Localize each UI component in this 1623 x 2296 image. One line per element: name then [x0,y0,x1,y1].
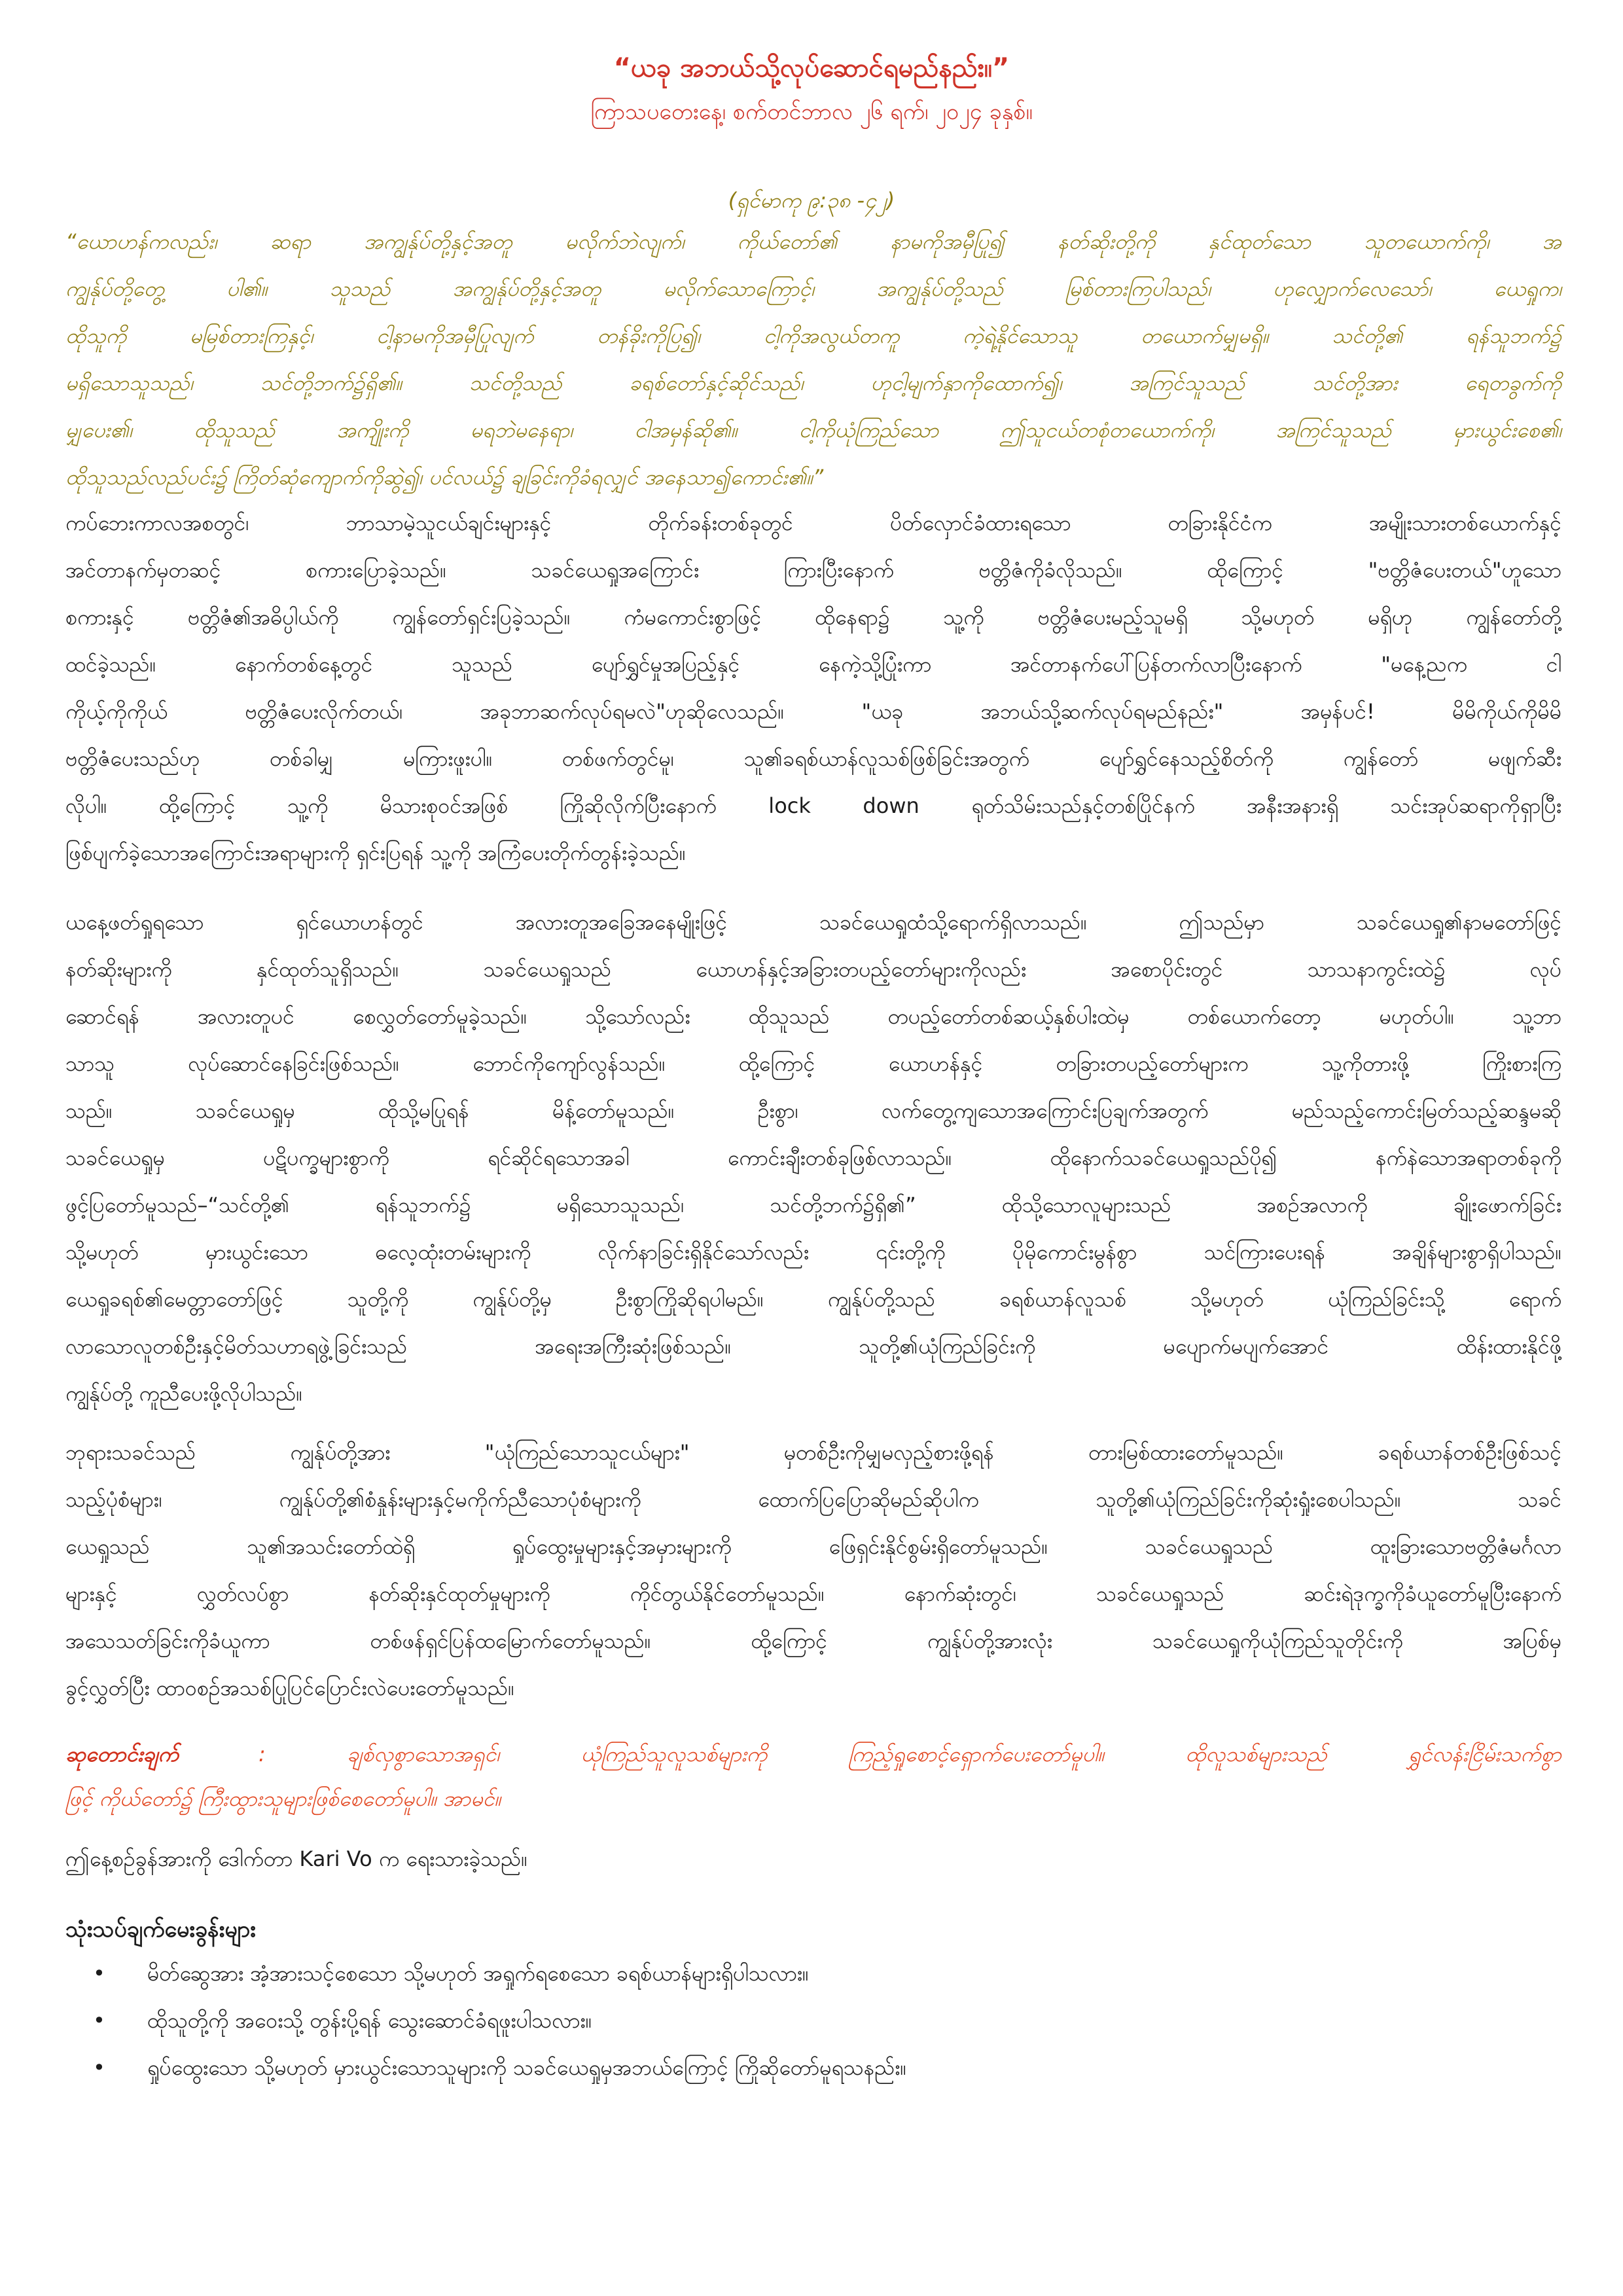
question-item: • ရှုပ်ထွေးသော သို့မဟုတ် မှားယွင်းသောသူများကို သခင်ယေရှုမှအဘယ်ကြောင့် ကြိုဆိုတော်မူရသနည်း။ [65,2044,1561,2091]
paragraph-line: အင်တာနက်မှတဆင့် စကားပြောခဲ့သည်။ သခင်ယေရှုအကြောင်း ကြားပြီးနောက် ဗတ္တိဇံကိုခံလိုသည်။ ထိုကြောင့် "ဗတ္တိဇံပေးတယ်"ဟူသော [65,558,1561,583]
scripture-quote [65,218,1561,501]
author-line: ဤနေ့စဉ်ခွန်အားကို ဒေါက်တာ Kari Vo က ရေးသားခဲ့သည်။ [65,1846,527,1871]
page-date: ကြာသပတေးနေ့၊ စက်တင်ဘာလ ၂၆ ရက်၊ ၂၀၂၄ ခုနှစ်။ [590,99,1033,125]
paragraph-line: လာသောလူတစ်ဦးနှင့်မိတ်သဟာရဖွဲ့ခြင်းသည် အရေးအကြီးဆုံးဖြစ်သည်။ သူတို့၏ယုံကြည်ခြင်းကို မပျောက်မပျက်အောင် ထိန်းထားနိုင်ဖို့ [65,1334,1561,1359]
paragraph-line: ခွင့်လွှတ်ပြီး ထာဝစဉ်အသစ်ပြုပြင်ပြောင်းလဲပေးတော်မူသည်။ [65,1676,514,1700]
paragraph-line: ထင်ခဲ့သည်။ နောက်တစ်နေ့တွင် သူသည် ပျော်ရွှင်မှုအပြည့်နှင့် နေကဲ့သို့ပြုံးကာ အင်တာနက်ပေါ်ပြန်တက်လာပြီးနောက် "မနေ့ညက ငါ [65,652,1561,677]
scripture-reference: (ရှင်မာကု ၉:၃၈ -၄၂) [728,188,895,213]
paragraph-1 [65,499,1561,876]
paragraph-line: သည့်ပုံစံများ၊ ကျွန်ုပ်တို့၏စံနှုန်းများနှင့်မကိုက်ညီသောပုံစံများကို ထောက်ပြပြောဆိုမည်ဆိုပါက သူတို့၏ယုံကြည်ခြင်းကိုဆုံးရှုံးစေပါသည်။ သခင် [65,1487,1561,1512]
paragraph-line: များနှင့် လွှတ်လပ်စွာ နတ်ဆိုးနှင်ထုတ်မှုများကို ကိုင်တွယ်နိုင်တော်မူသည်။ နောက်ဆုံးတွင်၊ သခင်ယေရှုသည် ဆင်းရဲဒုက္ခကိုခံယူတော်မူပြီးနောက် [65,1581,1561,1606]
paragraph-line: ကပ်ဘေးကာလအစတွင်၊ ဘာသာမဲ့သူငယ်ချင်းများနှင့် တိုက်ခန်းတစ်ခုတွင် ပိတ်လှောင်ခံထားရသော တခြားနိုင်ငံက အမျိုးသားတစ်ယောက်နှင့် [65,511,1561,535]
reflection-heading [65,1906,1561,1953]
scripture-line: ထိုသူသည်လည်ပင်း၌ ကြိတ်ဆုံကျောက်ကိုဆွဲ၍၊ ပင်လယ်၌ ချခြင်းကိုခံရလျှင် အနေသာ၍ကောင်း၏။” [65,465,824,490]
scripture-line: ထိုသူကို မမြစ်တားကြနှင့်၊ ငါ့နာမကိုအမှီပြုလျက် တန်ခိုးကိုပြ၍၊ ငါ့ကိုအလွယ်တကူ ကဲ့ရဲ့နိုင်သောသူ တယောက်မျှမရှိ။ သင်တို့၏ ရန်သူဘက်၌ [65,323,1561,348]
prayer-label: ဆုတောင်းချက် [65,1742,179,1767]
paragraph-2 [65,899,1561,1417]
paragraph-line: နတ်ဆိုးများကို နှင်ထုတ်သူရှိသည်။ သခင်ယေရှုသည် ယောဟန်နှင့်အခြားတပည့်တော်များကိုလည်း အစောပိုင်းတွင် သာသနာကွင်းထဲ၌ လုပ် [65,957,1561,982]
question-item: • ထိုသူတို့ကို အဝေးသို့ တွန်းပို့ရန် သွေးဆောင်ခံရဖူးပါသလား။ [65,1997,1561,2044]
question-item: • မိတ်ဆွေအား အံ့အားသင့်စေသော သို့မဟုတ် အရှုက်ရစေသော ခရစ်ယာန်များရှိပါသလား။ [65,1950,1561,1997]
paragraph-line: ဖွင့်ပြတော်မူသည်–“သင်တို့၏ ရန်သူဘက်၌ မရှိသောသူသည်၊ သင်တို့ဘက်၌ရှိ၏” ထိုသို့သောလူများသည် အစဉ်အလာကို ချိုးဖောက်ခြင်း [65,1193,1561,1217]
author-note [65,1835,1561,1882]
paragraph-3 [65,1429,1561,1712]
paragraph-line: သခင်ယေရှုမှ ပဋိပက္ခများစွာကို ရင်ဆိုင်ရသောအခါ ကောင်းချီးတစ်ခုဖြစ်လာသည်။ ထိုနောက်သခင်ယေရှုသည်ပို၍ နက်နဲသောအရာတစ်ခုကို [65,1145,1561,1170]
prayer [65,1732,1561,1821]
paragraph-line: ကိုယ့်ကိုကိုယ် ဗတ္တိဇံပေးလိုက်တယ်၊ အခုဘာဆက်လုပ်ရမလဲ"ဟုဆိုလေသည်။ "ယခု အဘယ်သို့ဆက်လုပ်ရမည်နည်း" အမှန်ပင်! မိမိကိုယ်ကိုမိမိ [65,699,1561,724]
scripture-line: “ယောဟန်ကလည်း၊ ဆရာ အကျွန်ုပ်တို့နှင့်အတူ မလိုက်ဘဲလျက်၊ ကိုယ်တော်၏ နာမကိုအမှီပြု၍ နတ်ဆိုးတို့ကို နှင်ထုတ်သော သူတယောက်ကို၊ အ [65,229,1561,254]
paragraph-line: ဖြစ်ပျက်ခဲ့သောအကြောင်းအရာများကို ရှင်းပြရန် သူ့ကို အကြံပေးတိုက်တွန်းခဲ့သည်။ [65,840,686,865]
prayer-line [65,1732,1561,1776]
paragraph-line: ကျွန်ုပ်တို့ ကူညီပေးဖို့လိုပါသည်။ [65,1381,303,1406]
paragraph-line: အသေသတ်ခြင်းကိုခံယူကာ တစ်ဖန်ရှင်ပြန်ထမြောက်တော်မူသည်။ ထို့ကြောင့် ကျွန်ုပ်တို့အားလုံး သခင်ယေရှုကိုယုံကြည်သူတိုင်းကို အပြစ်မှ [65,1628,1561,1653]
paragraph-line: ယနေ့ဖတ်ရှုရသော ရှင်ယောဟန်တွင် အလားတူအခြေအနေမျိုးဖြင့် သခင်ယေရှုထံသို့ရောက်ရှိလာသည်။ ဤသည်မှာ သခင်ယေရှု၏နာမတော်ဖြင့် [65,910,1561,935]
paragraph-line: လိုပါ။ ထို့ကြောင့် သူ့ကို မိသားစုဝင်အဖြစ် ကြိုဆိုလိုက်ပြီးနောက် lock down ရုတ်သိမ်းသည်နှင့်တစ်ပြိုင်နက် အနီးအနားရှိ သင်းအုပ်ဆရာကိုရှာပြီး [65,793,1561,818]
scripture-line: မရှိသောသူသည်၊ သင်တို့ဘက်၌ရှိ၏။ သင်တို့သည် ခရစ်တော်နှင့်ဆိုင်သည်၊ ဟုငါ့မျက်နှာကိုထောက်၍၊ အကြင်သူသည် သင်တို့အား ရေတခွက်ကို [65,370,1561,395]
reflection-questions [65,1950,1561,2091]
paragraph-line: ဗတ္တိဇံပေးသည်ဟု တစ်ခါမျှ မကြားဖူးပါ။ တစ်ဖက်တွင်မူ၊ သူ၏ခရစ်ယာန်လူသစ်ဖြစ်ခြင်းအတွက် ပျော်ရွှင်နေသည့်စိတ်ကို ကျွန်တော် မဖျက်ဆီး [65,746,1561,771]
reflection-heading-text: သုံးသပ်ချက်မေးခွန်းများ [65,1916,256,1943]
prayer-line: ဖြင့် ကိုယ်တော်၌ ကြီးထွားသူများဖြစ်စေတော်မူပါ။ အာမင်။ [65,1786,501,1811]
paragraph-line: ယေရှုသည် သူ၏အသင်းတော်ထဲရှိ ရှုပ်ထွေးမှုများနှင့်အမှားများကို ဖြေရှင်းနိုင်စွမ်းရှိတော်မူသည်။ သခင်ယေရှုသည် ထူးခြားသောဗတ္တိဇံမင်္ဂလာ [65,1534,1561,1559]
paragraph-line: သည်။ သခင်ယေရှုမှ ထိုသို့မပြုရန် မိန့်တော်မူသည်။ ဦးစွာ၊ လက်တွေ့ကျသောအကြောင်းပြချက်အတွက် မည်သည့်ကောင်းမြတ်သည့်ဆန္ဒမဆို [65,1098,1561,1123]
paragraph-line: ဘုရားသခင်သည် ကျွန်ုပ်တို့အား "ယုံကြည်သောသူငယ်များ" မှတစ်ဦးကိုမျှမလှည့်စားဖို့ရန် တားမြစ်ထားတော်မူသည်။ ခရစ်ယာန်တစ်ဦးဖြစ်သင့် [65,1440,1561,1465]
paragraph-line: စကားနှင့် ဗတ္တိဇံ၏အဓိပ္ပါယ်ကို ကျွန်တော်ရှင်းပြခဲ့သည်။ ကံမကောင်းစွာဖြင့် ထိုနေရာ၌ သူ့ကို ဗတ္တိဇံပေးမည့်သူမရှိ သို့မဟုတ် မရှိဟု ကျွန်တော်တို့ [65,605,1561,630]
paragraph-line: သို့မဟုတ် မှားယွင်းသော ဓလေ့ထုံးတမ်းများကို လိုက်နာခြင်းရှိနိုင်သော်လည်း ၎င်းတို့ကို ပိုမိုကောင်းမွန်စွာ သင်ကြားပေးရန် အချိန်များစွာရှိပါသည်။ [65,1240,1561,1265]
paragraph-line: ဆောင်ရန် အလားတူပင် စေလွှတ်တော်မူခဲ့သည်။ သို့သော်လည်း ထိုသူသည် တပည့်တော်တစ်ဆယ့်နှစ်ပါးထဲမှ တစ်ယောက်တော့ မဟုတ်ပါ။ သူ့ဘာ [65,1004,1561,1029]
paragraph-line: ယေရှုခရစ်၏မေတ္တာတော်ဖြင့် သူတို့ကို ကျွန်ုပ်တို့မှ ဦးစွာကြိုဆိုရပါမည်။ ကျွန်ုပ်တို့သည် ခရစ်ယာန်လူသစ် သို့မဟုတ် ယုံကြည်ခြင်းသို့ ရောက် [65,1287,1561,1312]
scripture-line: ကျွန်ုပ်တို့တွေ့ ပါ၏။ သူသည် အကျွန်ုပ်တို့နှင့်အတူ မလိုက်သောကြောင့်၊ အကျွန်ုပ်တို့သည် မြစ်တားကြပါသည်၊ ဟုလျှောက်လေသော်၊ ယေရှုက၊ [65,276,1561,301]
prayer-text: : ချစ်လှစွာသောအရှင်၊ ယုံကြည်သူလူသစ်များကို ကြည့်ရှုစောင့်ရှောက်ပေးတော်မူပါ။ ထိုလူသစ်များသည် ရွှင်လန်းငြိမ်းသက်စွာ [259,1742,1561,1767]
scripture-line: မျှပေး၏၊ ထိုသူသည် အကျိုးကို မရဘဲမနေရာ၊ ငါအမှန်ဆို၏။ ငါ့ကိုယုံကြည်သော ဤသူငယ်တစုံတယောက်ကို၊ အကြင်သူသည် မှားယွင်းစေ၏၊ [65,418,1561,442]
page-title: “ယခု အဘယ်သို့လုပ်ဆောင်ရမည်နည်း။” [613,53,1010,83]
paragraph-line: သာသူ လုပ်ဆောင်နေခြင်းဖြစ်သည်။ ဘောင်ကိုကျော်လွန်သည်။ ထို့ကြောင့် ယောဟန်နှင့် တခြားတပည့်တော်များက သူ့ကိုတားဖို့ ကြိုးစားကြ [65,1051,1561,1076]
